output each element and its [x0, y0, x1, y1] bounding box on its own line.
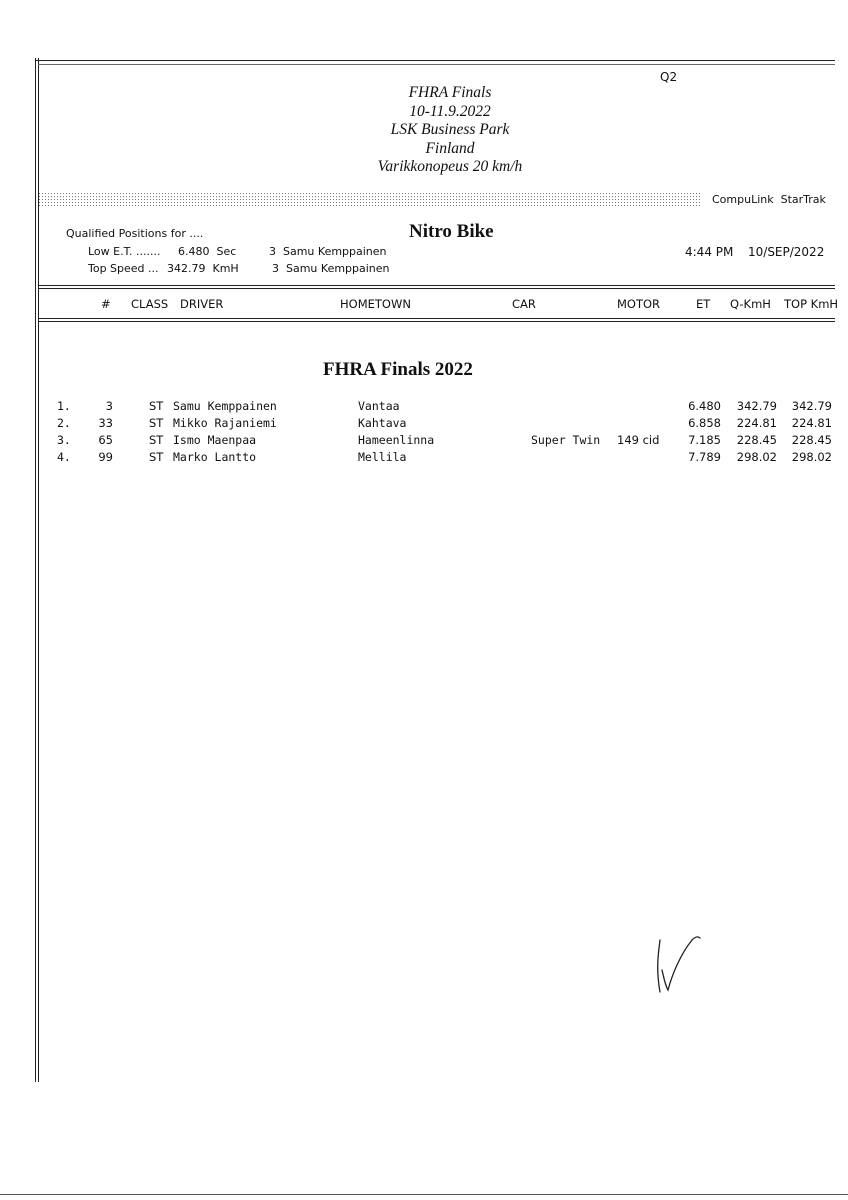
row-num: 65: [98, 433, 113, 447]
row-et: 7.185: [688, 433, 721, 447]
row-class: ST: [149, 399, 164, 413]
event-dates: 10-11.9.2022: [409, 102, 491, 120]
row-topkmh: 228.45: [791, 433, 832, 447]
header-rule-top: [38, 285, 835, 286]
print-date: 10/SEP/2022: [748, 245, 825, 259]
row-num: 99: [98, 450, 113, 464]
row-qkmh: 298.02: [736, 450, 777, 464]
system-name: CompuLink StarTrak: [712, 193, 826, 206]
row-et: 6.480: [688, 399, 721, 413]
table-row: [0, 399, 848, 416]
dotted-separator: [38, 192, 702, 206]
signature: [650, 930, 710, 1000]
row-et: 7.789: [688, 450, 721, 464]
row-car: Super Twin: [531, 433, 601, 447]
event-venue: LSK Business Park: [390, 121, 510, 139]
col-car-header: CAR: [512, 297, 536, 311]
row-pos: 3.: [57, 433, 71, 447]
row-class: ST: [149, 450, 164, 464]
col-motor-header: MOTOR: [617, 297, 661, 311]
row-class: ST: [149, 433, 164, 447]
event-name: FHRA Finals: [408, 84, 492, 101]
event-country: Finland: [425, 139, 475, 157]
row-qkmh: 228.45: [736, 433, 777, 447]
row-topkmh: 342.79: [791, 399, 832, 413]
row-hometown: Kahtava: [358, 416, 407, 430]
row-hometown: Hameenlinna: [358, 433, 435, 447]
top-border-2: [38, 64, 835, 65]
col-num-header: #: [101, 297, 111, 311]
print-time: 4:44 PM: [685, 245, 734, 259]
header-rule-top-2: [38, 288, 835, 289]
event-header: [300, 84, 600, 177]
top-border: [35, 60, 835, 61]
table-row: [0, 416, 848, 433]
class-title: Nitro Bike: [409, 221, 494, 242]
row-pos: 1.: [57, 399, 71, 413]
table-row: [0, 433, 848, 450]
row-driver: Samu Kemppainen: [173, 399, 277, 413]
col-topkmh-header: TOP KmH: [784, 297, 839, 311]
row-topkmh: 224.81: [791, 416, 832, 430]
col-et-header: ET: [696, 297, 711, 311]
row-driver: Marko Lantto: [173, 450, 257, 464]
top-speed-value: 342.79 KmH: [167, 262, 239, 275]
row-driver: Mikko Rajaniemi: [173, 416, 277, 430]
col-class-header: CLASS: [131, 297, 169, 311]
row-topkmh: 298.02: [791, 450, 832, 464]
row-qkmh: 342.79: [736, 399, 777, 413]
low-et-value: 6.480 Sec: [178, 245, 237, 258]
row-num: 33: [98, 416, 113, 430]
section-title: FHRA Finals 2022: [323, 359, 473, 380]
page-code: Q2: [660, 70, 678, 84]
row-hometown: Mellila: [358, 450, 407, 464]
row-et: 6.858: [688, 416, 721, 430]
header-rule-bottom-2: [38, 321, 835, 322]
bottom-page-line: [0, 1194, 848, 1195]
row-num: 3: [105, 399, 113, 413]
qualified-label: Qualified Positions for ....: [66, 227, 204, 240]
low-et-label: Low E.T. .......: [88, 245, 161, 258]
row-pos: 4.: [57, 450, 71, 464]
row-class: ST: [149, 416, 164, 430]
event-pit-speed: Varikkonopeus 20 km/h: [377, 158, 523, 176]
row-qkmh: 224.81: [736, 416, 777, 430]
left-border: [35, 58, 36, 1082]
row-hometown: Vantaa: [358, 399, 400, 413]
row-driver: Ismo Maenpaa: [173, 433, 257, 447]
left-border-inner: [38, 58, 39, 1082]
low-et-holder: 3 Samu Kemppainen: [269, 245, 387, 258]
header-rule-bottom: [38, 318, 835, 319]
col-driver-header: DRIVER: [180, 297, 224, 311]
col-hometown-header: HOMETOWN: [340, 297, 411, 311]
row-motor: 149 cid: [617, 433, 660, 447]
top-speed-label: Top Speed ...: [88, 262, 159, 275]
table-row: [0, 450, 848, 467]
row-pos: 2.: [57, 416, 71, 430]
col-qkmh-header: Q-KmH: [730, 297, 771, 311]
top-speed-holder: 3 Samu Kemppainen: [272, 262, 390, 275]
